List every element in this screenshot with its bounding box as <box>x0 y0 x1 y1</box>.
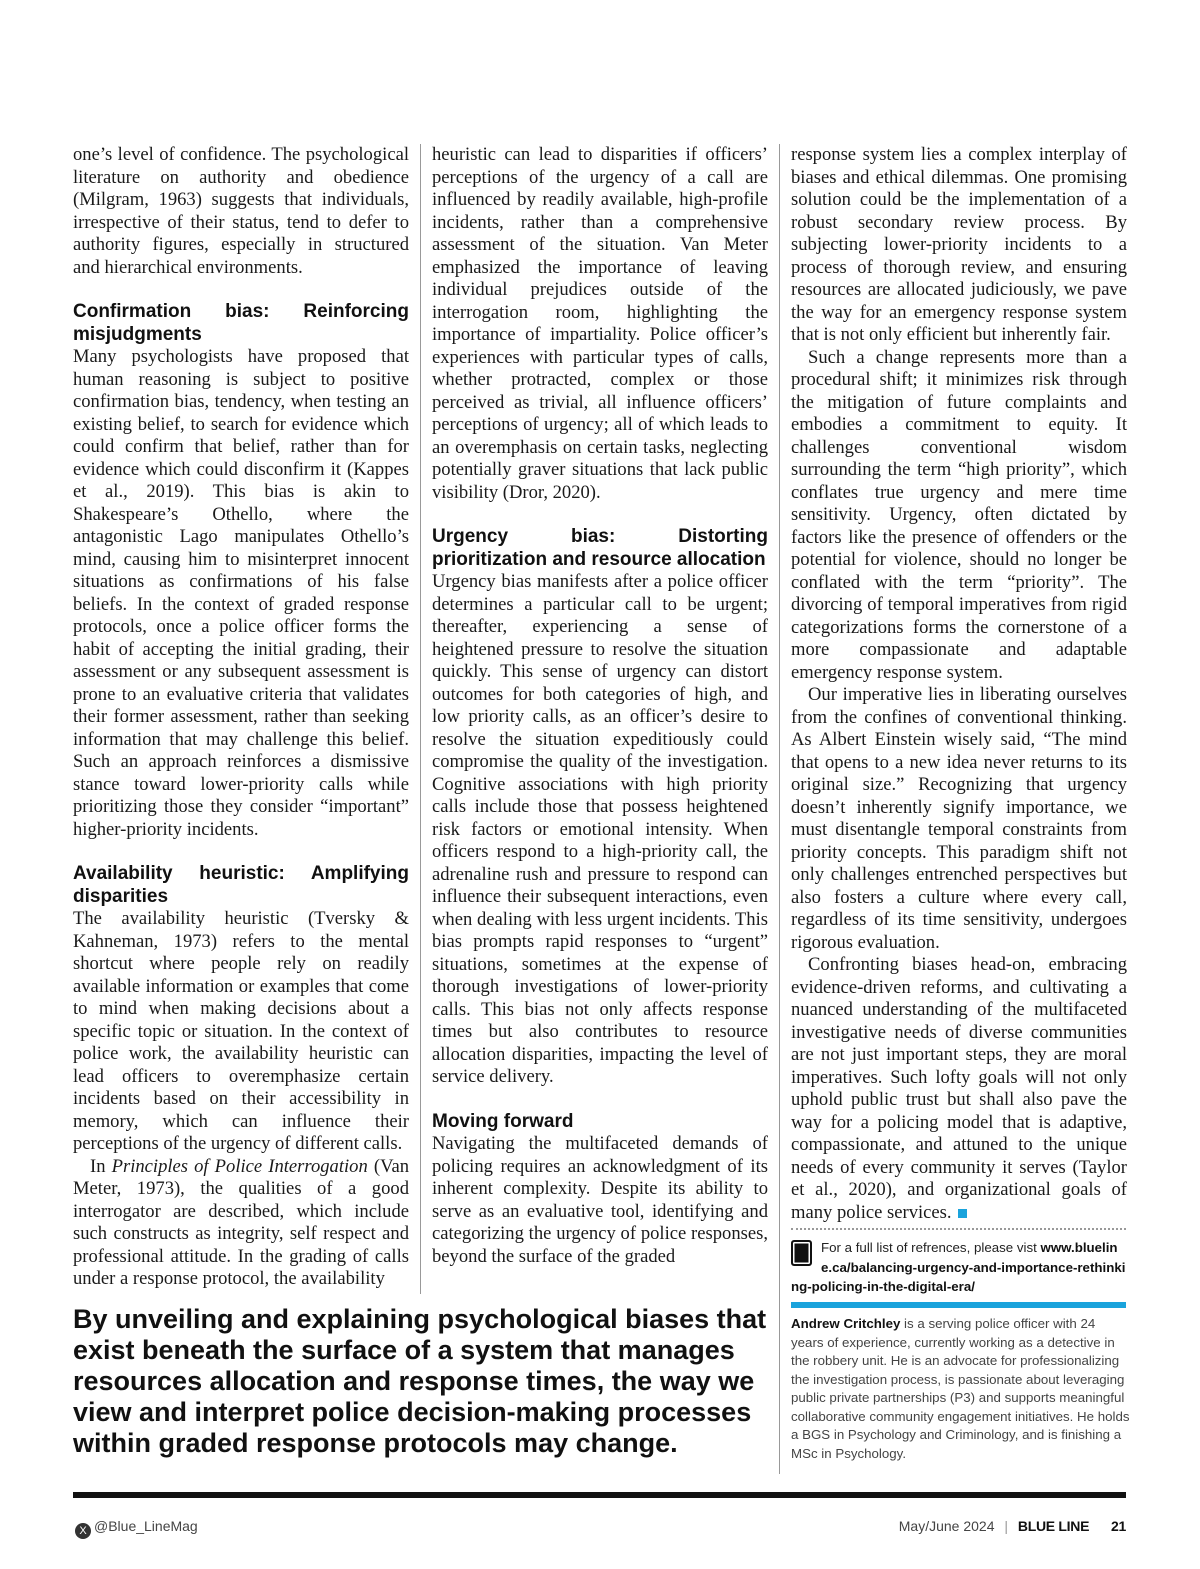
tablet-icon <box>791 1240 812 1266</box>
section-heading: Confirmation bias: Reinforcing misjudgments <box>73 301 409 345</box>
x-logo-icon: X <box>75 1523 91 1539</box>
paragraph <box>73 1156 409 1291</box>
article-column-2 <box>432 144 768 1268</box>
author-bio <box>791 1315 1131 1463</box>
reference-text: For a full list of refrences, please vist <box>821 1240 1041 1255</box>
accent-bar <box>791 1302 1126 1308</box>
bio-text: is a serving police officer with 24 years of experience, currently working as a detective in the robbery unit. He is an advocate for professionalizing the investigation process, is passionate about leveraging public private partnerships (P3) and supports meaningful collaborative community engagement initiatives. He holds a BGS in Psychology and Criminology, and is finishing a MSc in Psychology. <box>791 1316 1130 1461</box>
column-divider <box>779 144 780 1474</box>
paragraph: Our imperative lies in liberating ourselves from the confines of conventional thinking. As Albert Einstein wisely said, “The mind that opens to a new idea never returns to its original size.” Recognizing that urgency doesn’t inherently signify importance, we must disentangle temporal constraints from priority concepts. This paradigm shift not only challenges entrenched perspectives but also fosters a culture where every call, regardless of its time sensitivity, undergoes rigorous evaluation. <box>791 684 1127 953</box>
paragraph: The availability heuristic (Tversky & Kahneman, 1973) refers to the mental shortcut where people rely on readily available information or examples that come to mind when making decisions about a specific topic or situation. In the context of police work, the availability heuristic can lead officers to overemphasize certain incidents based on their accessibility in memory, which can influence their perceptions of the urgency of different calls. <box>73 908 409 1154</box>
footer-rule <box>73 1492 1126 1498</box>
paragraph: Urgency bias manifests after a police officer determines a particular call to be urgent; thereafter, experiencing a sense of heightened pressure to resolve the situation quickly. This sense of urgency can distort outcomes for both categories of high, and low priority calls, as an officer’s desire to resolve the situation expeditiously could compromise the quality of the investigation. Cognitive associations with high priority calls include those that possess heightened risk factors or emotional intensity. When officers respond to a high-priority call, the adrenaline rush and pressure to respond can influence their subsequent interactions, even when dealing with less urgent incidents. This bias prompts rapid responses to “urgent” situations, sometimes at the expense of thorough investigations of lower-priority calls. This bias not only affects response times but also contributes to resource allocation disparities, impacting the level of service delivery. <box>432 571 768 1087</box>
dotted-divider <box>791 1228 1126 1230</box>
end-mark-icon <box>958 1209 967 1218</box>
author-name: Andrew Critchley <box>791 1316 901 1331</box>
book-title: Principles of Police Interrogation <box>111 1155 368 1177</box>
text: Confronting biases head-on, embracing evidence-driven reforms, and cultivating a nuanced understanding of the multifaceted investigative needs of diverse communities are not just important steps, they are moral imperatives. Such lofty goals will not only uphold public trust but shall also pave the way for a policing model that is adaptive, compassionate, and attuned to the unique needs of every community it serves (Taylor et al., 2020), and organizational goals of many police services. <box>791 954 1127 1223</box>
paragraph <box>791 954 1127 1224</box>
paragraph: response system lies a complex interplay of biases and ethical dilemmas. One promising solution could be the implementation of a robust secondary review process. By subjecting lower-priority incidents to a process of thorough review, and ensuring resources are allocated judiciously, we pave the way for an emergency response system that is not only efficient but inherently fair. <box>791 144 1127 345</box>
reference-link[interactable]: www.blueline.ca/balancing-urgency-and-importance-rethinking-policing-in-the-digital-era/ <box>791 1240 1126 1294</box>
paragraph: one’s level of confidence. The psychological literature on authority and obedience (Milgram, 1963) suggests that individuals, irrespective of their status, tend to defer to authority figures, especially in structured and hierarchical environments. <box>73 144 409 278</box>
page-number: 21 <box>1111 1518 1126 1534</box>
separator: | <box>1004 1518 1009 1534</box>
article-column-1 <box>73 144 409 1291</box>
magazine-name: BLUE LINE <box>1017 1518 1090 1534</box>
column-divider <box>420 144 421 1294</box>
section-heading: Moving forward <box>432 1110 574 1132</box>
paragraph: Such a change represents more than a procedural shift; it minimizes risk through the mitigation of future complaints and embodies a commitment to equity. It challenges conventional wisdom surrounding the term “high priority”, which conflates true urgency and mere time sensitivity. Urgency, often dictated by factors like the presence of offenders or the potential for violence, should no longer be conflated with the term “priority”. The divorcing of temporal imperatives from rigid categorizations forms the cornerstone of a more compassionate and adaptable emergency response system. <box>791 346 1127 683</box>
text: (Van Meter, 1973), the qualities of a good interrogator are described, which include such constructs as integrity, self respect and professional attitude. In the grading of calls under a response protocol, the availability <box>73 1155 409 1289</box>
section-heading: Urgency bias: Distorting prioritization and resource allocation <box>432 526 768 570</box>
paragraph: heuristic can lead to disparities if officers’ perceptions of the urgency of a call are influenced by readily available, high-profile incidents, rather than a comprehensive assessment of the situation. Van Meter emphasized the importance of leaving individual prejudices outside of the interrogation room, highlighting the importance of impartiality. Police officer’s experiences with particular types of calls, whether protracted, complex or those perceived as trivial, all influence officers’ perceptions of urgency; all of which leads to an overemphasis on certain tasks, neglecting potentially graver situations that lack public visibility (Dror, 2020). <box>432 144 768 503</box>
issue-date: May/June 2024 <box>898 1518 995 1534</box>
page-footer <box>899 1518 1126 1534</box>
paragraph: Many psychologists have proposed that human reasoning is subject to positive confirmation bias, tendency, when testing an existing belief, to search for evidence which could confirm that belief, rather than for evidence which could disconfirm it (Kappes et al., 2019). This bias is akin to Shakespeare’s Othello, where the antagonistic Lago manipulates Othello’s mind, causing him to misinterpret innocent situations as confirmations of his false beliefs. In the context of graded response protocols, once a police officer forms the habit of accepting the initial grading, their assessment or any subsequent assessment is prone to an evaluative criteria that validates their former assessment, rather than seeking information that may challenge this belief. Such an approach reinforces a dismissive stance toward lower-priority calls while prioritizing those they consider “important” higher-priority incidents. <box>73 346 409 840</box>
social-handle[interactable] <box>75 1518 198 1539</box>
reference-note <box>791 1238 1126 1297</box>
section-heading: Availability heuristic: Amplifying disparities <box>73 863 409 907</box>
pull-quote: By unveiling and explaining psychological biases that exist beneath the surface of a system that manages resources allocation and response times, the way we view and interpret police decision-making processes within graded response protocols may change. <box>73 1304 767 1458</box>
text: In <box>90 1155 112 1177</box>
article-column-3 <box>791 144 1127 1224</box>
handle-text: @Blue_LineMag <box>94 1518 198 1534</box>
paragraph: Navigating the multifaceted demands of policing requires an acknowledgment of its inherent complexity. Despite its ability to serve as an evaluative tool, identifying and categorizing the urgency of police responses, beyond the surface of the graded <box>432 1133 768 1267</box>
